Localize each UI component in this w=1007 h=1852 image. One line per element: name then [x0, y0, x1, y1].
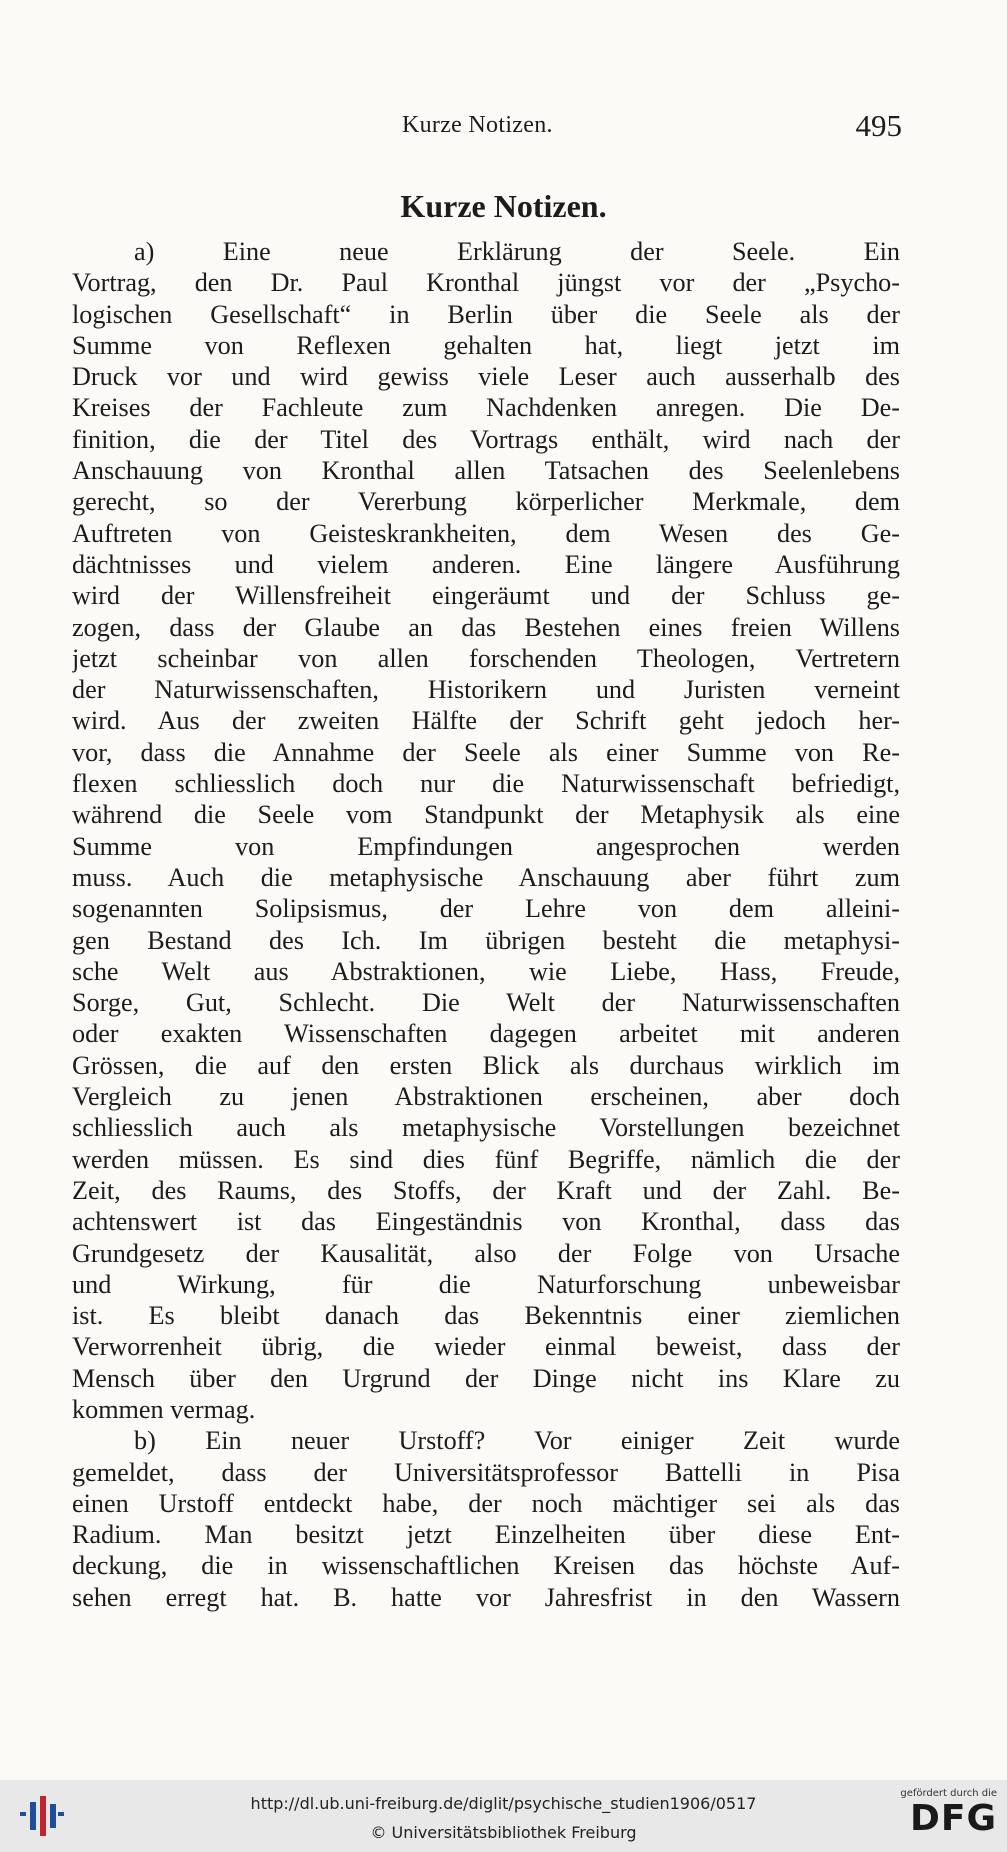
text-line: Anschauung von Kronthal allen Tatsachen des Seelenlebens: [72, 456, 900, 486]
section-title: Kurze Notizen.: [400, 188, 607, 224]
text-line: Sorge, Gut, Schlecht. Die Welt der Naturwissenschaften: [72, 988, 900, 1018]
text-line: Auftreten von Geisteskrankheiten, dem Wesen des Ge-: [72, 518, 900, 548]
text-line: flexen schliesslich doch nur die Naturwissenschaft befriedigt,: [72, 769, 900, 799]
text-line: Verworrenheit übrig, die wieder einmal beweist, dass der: [72, 1332, 900, 1362]
text-line: deckung, die in wissenschaftlichen Kreisen das höchste Auf-: [72, 1551, 900, 1581]
text-line: der Naturwissenschaften, Historikern und Juristen verneint: [72, 675, 900, 705]
text-line: zogen, dass der Glaube an das Bestehen eines freien Willens: [72, 612, 900, 642]
dfg-mark: DFG: [909, 1798, 997, 1839]
text-line: jetzt scheinbar von allen forschenden Theologen, Vertretern: [72, 643, 900, 673]
text-line: vor, dass die Annahme der Seele als einer Summe von Re-: [72, 737, 900, 767]
dfg-logo: [897, 1788, 997, 1846]
running-title: Kurze Notizen.: [402, 112, 553, 138]
text-line: achtenswert ist das Eingeständnis von Kronthal, dass das: [72, 1207, 900, 1237]
viewer-footer: [0, 1780, 1007, 1852]
text-line: a) Eine neue Erklärung der Seele. Ein: [134, 237, 900, 266]
text-line: gen Bestand des Ich. Im übrigen besteht die metaphysi-: [72, 925, 900, 955]
copyright-notice: © Universitätsbibliothek Freiburg: [370, 1823, 637, 1842]
text-line: logischen Gesellschaft“ in Berlin über die Seele als der: [72, 299, 900, 329]
text-line: Radium. Man besitzt jetzt Einzelheiten über diese Ent-: [72, 1520, 900, 1550]
text-line: sche Welt aus Abstraktionen, wie Liebe, Hass, Freude,: [72, 956, 900, 986]
text-line: dächtnisses und vielem anderen. Eine längere Ausführung: [72, 549, 900, 579]
text-line: Vortrag, den Dr. Paul Kronthal jüngst vor der „Psycho-: [72, 268, 900, 298]
page-number: 495: [855, 108, 902, 143]
text-line: sehen erregt hat. B. hatte vor Jahresfrist in den Wassern: [72, 1582, 900, 1612]
text-line: Summe von Empfindungen angesprochen werden: [72, 831, 900, 861]
text-line: oder exakten Wissenschaften dagegen arbeitet mit anderen: [72, 1019, 900, 1049]
text-line: Summe von Reflexen gehalten hat, liegt jetzt im: [72, 330, 900, 360]
running-header: [72, 108, 902, 148]
text-line: Zeit, des Raums, des Stoffs, der Kraft und der Zahl. Be-: [72, 1175, 900, 1205]
text-line: und Wirkung, für die Naturforschung unbeweisbar: [72, 1269, 900, 1299]
text-line: gemeldet, dass der Universitätsprofessor Battelli in Pisa: [72, 1457, 900, 1487]
text-line: Grundgesetz der Kausalität, also der Folge von Ursache: [72, 1238, 900, 1268]
text-line: sogenannten Solipsismus, der Lehre von dem alleini-: [72, 894, 900, 924]
text-line: muss. Auch die metaphysische Anschauung aber führt zum: [72, 862, 900, 892]
text-line: während die Seele vom Standpunkt der Metaphysik als eine: [72, 800, 900, 830]
document-url-link[interactable]: http://dl.ub.uni-freiburg.de/diglit/psychische_studien1906/0517: [250, 1794, 757, 1813]
text-line: Mensch über den Urgrund der Dinge nicht ins Klare zu: [72, 1363, 900, 1393]
body-text: [72, 236, 900, 1613]
text-line: werden müssen. Es sind dies fünf Begriffe, nämlich die der: [72, 1144, 900, 1174]
text-line: kommen vermag.: [72, 1394, 256, 1424]
text-line: Grössen, die auf den ersten Blick als durchaus wirklich im: [72, 1050, 900, 1080]
text-line: finition, die der Titel des Vortrags enthält, wird nach der: [72, 424, 900, 454]
text-line: b) Ein neuer Urstoff? Vor einiger Zeit wurde: [134, 1426, 900, 1456]
text-line: wird der Willensfreiheit eingeräumt und der Schluss ge-: [72, 581, 900, 611]
text-line: gerecht, so der Vererbung körperlicher Merkmale, dem: [72, 487, 900, 517]
dfg-caption: gefördert durch die: [900, 1788, 997, 1799]
text-line: Druck vor und wird gewiss viele Leser auch ausserhalb des: [72, 362, 900, 392]
text-line: wird. Aus der zweiten Hälfte der Schrift geht jedoch her-: [72, 706, 900, 736]
text-line: einen Urstoff entdeckt habe, der noch mächtiger sei als das: [72, 1488, 900, 1518]
text-line: schliesslich auch als metaphysische Vorstellungen bezeichnet: [72, 1113, 900, 1143]
text-line: ist. Es bleibt danach das Bekenntnis einer ziemlichen: [72, 1301, 900, 1331]
text-line: Vergleich zu jenen Abstraktionen erscheinen, aber doch: [72, 1082, 900, 1112]
text-line: Kreises der Fachleute zum Nachdenken anregen. Die De-: [72, 393, 900, 423]
